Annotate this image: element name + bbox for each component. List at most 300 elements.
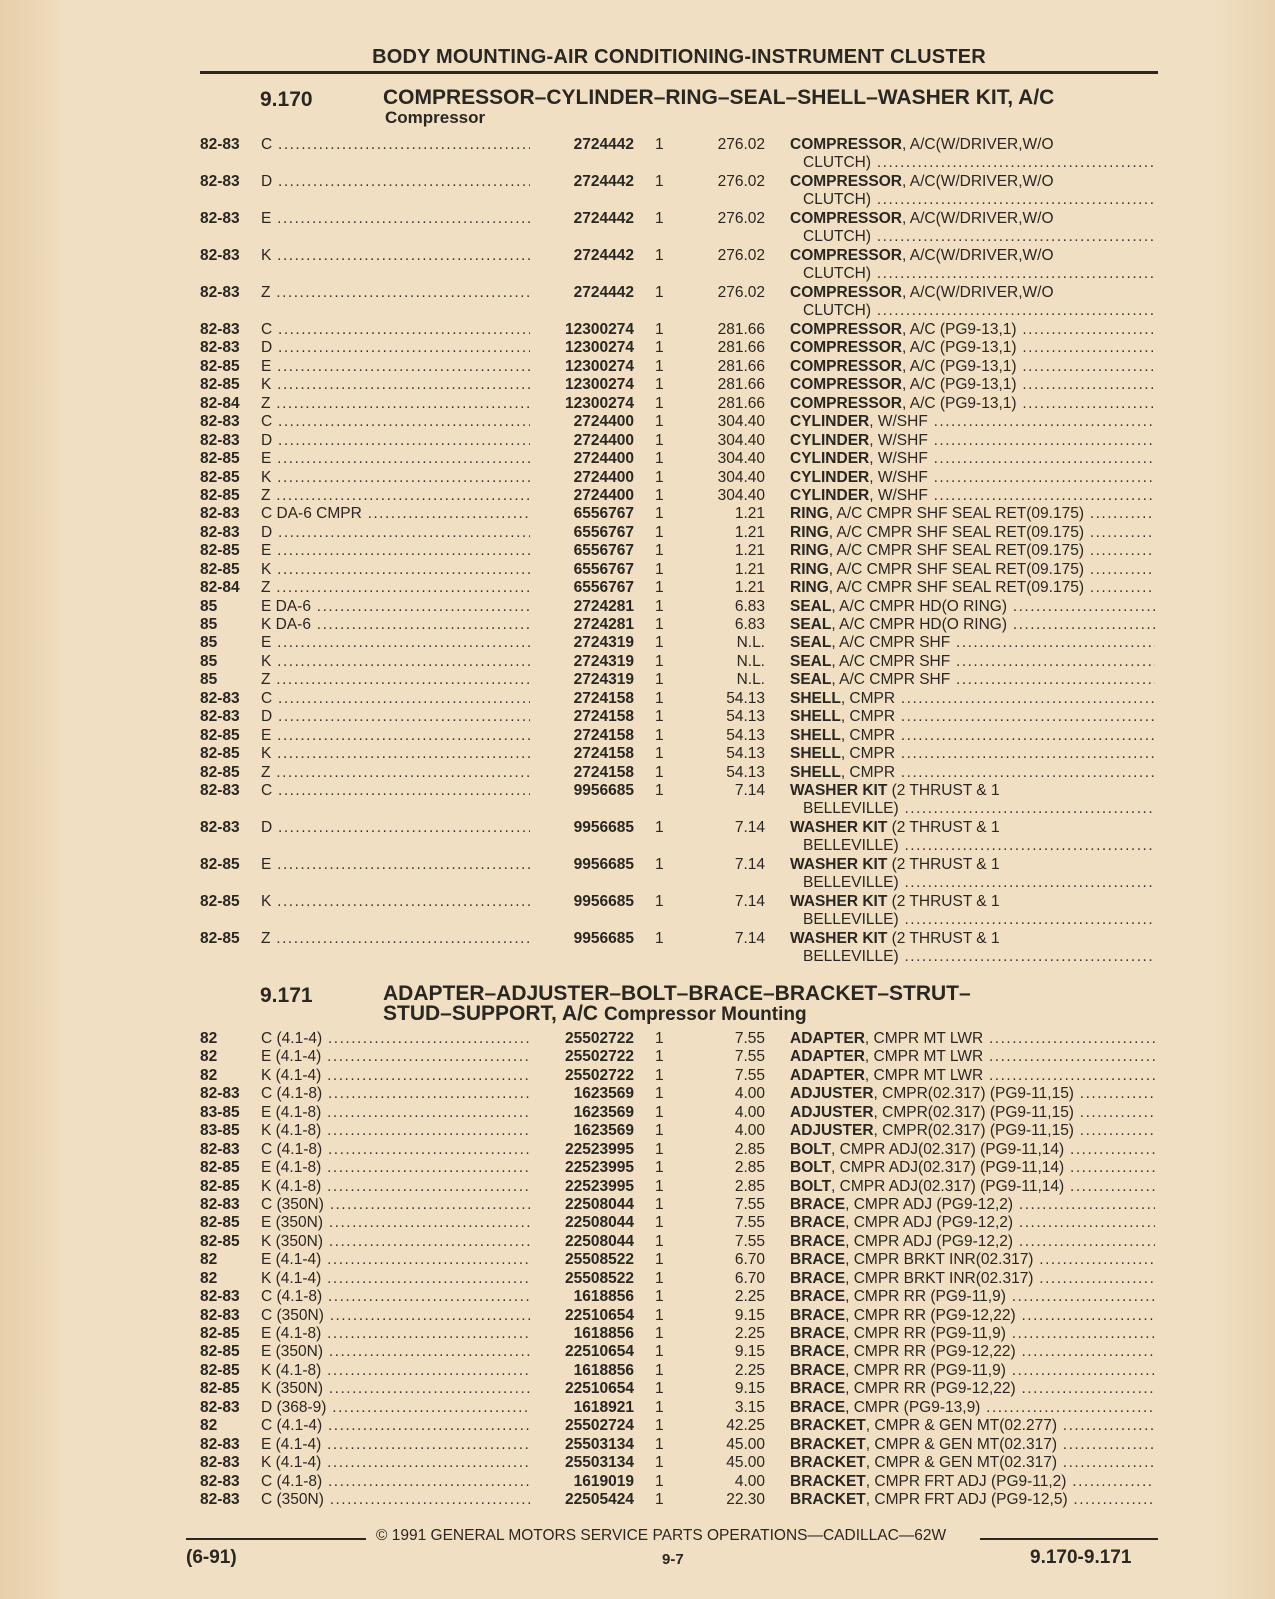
description-detail: , CMPR MT LWR [864, 1048, 984, 1066]
description-detail: , CMPR ADJ (PG9-12,2) [845, 1195, 1014, 1213]
section-title-line2: STUD–SUPPORT, A/C [383, 1002, 599, 1025]
quantity-cell: 1 [655, 1361, 664, 1379]
part-number-cell: 12300274 [530, 358, 634, 376]
engine-cell: E (4.1-4) ..... [261, 1251, 531, 1269]
description-continuation: CLUTCH) ..... [803, 191, 1155, 209]
quantity-cell: 1 [655, 579, 664, 597]
part-number-cell: 2724158 [530, 745, 634, 763]
description-detail: , CMPR RR (PG9-11,9) [845, 1361, 1006, 1379]
table-row [0, 1030, 1275, 1048]
description-cell [790, 1473, 1155, 1491]
part-number-cell: 2724158 [530, 727, 634, 745]
price-cell: 6.70 [734, 1251, 765, 1269]
description-cell [790, 395, 1155, 413]
engine-cell: C (350N) ..... [261, 1491, 531, 1509]
description-detail: , A/C CMPR SHF [831, 652, 951, 670]
year-cell: 82-83 [200, 210, 240, 227]
table-row [0, 413, 1275, 431]
quantity-cell: 1 [655, 247, 664, 264]
engine-cell: C ..... [261, 321, 531, 339]
year-cell: 82-83 [200, 1490, 240, 1508]
description-part-name: ADJUSTER [790, 1085, 874, 1103]
engine-cell: C ..... [261, 782, 531, 800]
description-cell [790, 893, 1155, 911]
quantity-cell: 1 [655, 468, 664, 486]
part-number-cell: 12300274 [530, 376, 634, 394]
description-detail: , CMPR(02.317) (PG9-11,15) [873, 1122, 1074, 1140]
description-detail: (2 THRUST & 1 [887, 855, 1000, 873]
table-row [0, 616, 1275, 634]
description-detail: , A/C(W/DRIVER,W/O [901, 173, 1054, 190]
price-cell: 4.00 [734, 1122, 765, 1140]
description-detail: , CMPR(02.317) (PG9-11,15) [873, 1085, 1074, 1103]
description-part-name: RING [790, 523, 829, 541]
price-cell: 9.15 [734, 1306, 765, 1324]
description-part-name: COMPRESSOR [790, 394, 902, 412]
engine-cell: K (350N) ..... [261, 1233, 531, 1251]
description-cell [790, 1067, 1155, 1085]
part-number-cell: 2724158 [530, 708, 634, 726]
year-cell: 82-83 [200, 781, 240, 799]
engine-cell: K ..... [261, 893, 531, 911]
quantity-cell: 1 [655, 376, 664, 394]
price-cell: 7.55 [734, 1195, 765, 1213]
quantity-cell: 1 [655, 1435, 664, 1453]
price-cell: 7.14 [734, 818, 765, 836]
engine-cell: C (350N) ..... [261, 1307, 531, 1325]
part-number-cell: 2724442 [530, 210, 634, 228]
price-cell: 2.25 [734, 1288, 765, 1306]
quantity-cell: 1 [655, 560, 664, 578]
description-detail: , A/C(W/DRIVER,W/O [901, 210, 1054, 227]
price-cell: 9.15 [734, 1380, 765, 1398]
part-number-cell: 2724400 [530, 413, 634, 431]
quantity-cell: 1 [655, 284, 664, 301]
description-detail: , CMPR [840, 708, 896, 726]
description-cell [790, 708, 1155, 726]
description-part-name: RING [790, 542, 829, 560]
description-part-name: COMPRESSOR [790, 284, 902, 301]
part-number-cell: 1623569 [530, 1085, 634, 1103]
year-cell: 82-85 [200, 1361, 240, 1379]
description-cell [790, 579, 1155, 597]
description-part-name: CYLINDER [790, 413, 870, 431]
year-cell: 82 [200, 1030, 218, 1047]
price-cell: 4.00 [734, 1103, 765, 1121]
engine-cell: C (4.1-8) ..... [261, 1473, 531, 1491]
description-detail: , CMPR FRT ADJ (PG9-11,2) [865, 1472, 1067, 1490]
description-detail: , A/C CMPR HD(O RING) [831, 616, 1008, 633]
part-number-cell: 6556767 [530, 579, 634, 597]
footer-section-range: 9.170-9.171 [1030, 1547, 1132, 1568]
quantity-cell: 1 [655, 726, 664, 744]
price-cell: 2.25 [734, 1361, 765, 1379]
description-part-name: SHELL [790, 708, 841, 726]
engine-cell: Z ..... [261, 764, 531, 782]
engine-cell: E ..... [261, 542, 531, 560]
price-cell: 4.00 [734, 1472, 765, 1490]
part-number-cell: 25503134 [530, 1454, 634, 1472]
part-number-cell: 22523995 [530, 1178, 634, 1196]
price-cell: 281.66 [717, 357, 765, 375]
engine-cell: C (4.1-4) ..... [261, 1417, 531, 1435]
description-part-name: COMPRESSOR [790, 173, 902, 190]
table-row [0, 1159, 1275, 1177]
part-number-cell: 2724281 [530, 616, 634, 634]
description-cell [790, 671, 1155, 689]
description-part-name: RING [790, 579, 829, 597]
quantity-cell: 1 [655, 1177, 664, 1195]
description-cell [790, 450, 1155, 468]
description-part-name: CYLINDER [790, 468, 870, 486]
engine-cell: E ..... [261, 856, 531, 874]
page-header: BODY MOUNTING-AIR CONDITIONING-INSTRUMENT CLUSTER [372, 46, 986, 68]
table-row [0, 1085, 1275, 1103]
year-cell: 82-83 [200, 1085, 240, 1103]
price-cell: 4.00 [734, 1085, 765, 1103]
description-detail: , A/C CMPR SHF SEAL RET(09.175) [828, 560, 1085, 578]
part-number-cell: 12300274 [530, 395, 634, 413]
year-cell: 82-83 [200, 339, 240, 357]
section-title: COMPRESSOR–CYLINDER–RING–SEAL–SHELL–WASHER KIT, A/C [383, 86, 1055, 109]
description-cell [790, 1343, 1155, 1361]
quantity-cell: 1 [655, 173, 664, 190]
quantity-cell: 1 [655, 1103, 664, 1121]
quantity-cell: 1 [655, 1122, 664, 1140]
price-cell: 7.55 [734, 1214, 765, 1232]
year-cell: 82 [200, 1048, 218, 1066]
description-cell [790, 1417, 1155, 1435]
part-number-cell: 1623569 [530, 1122, 634, 1140]
engine-cell: E (4.1-8) ..... [261, 1159, 531, 1177]
part-number-cell: 9956685 [530, 856, 634, 874]
description-detail: , CMPR & GEN MT(02.317) [865, 1435, 1057, 1453]
description-part-name: SEAL [790, 671, 832, 689]
table-row [0, 856, 1275, 893]
engine-cell: E (350N) ..... [261, 1214, 531, 1232]
description-part-name: CYLINDER [790, 450, 870, 468]
table-row [0, 505, 1275, 523]
description-detail: , CMPR(02.317) (PG9-11,15) [873, 1103, 1074, 1121]
parts-list-9-170 [0, 136, 1275, 967]
description-cell [790, 376, 1155, 394]
price-cell: N.L. [736, 634, 765, 652]
description-cell [790, 136, 1155, 154]
part-number-cell: 9956685 [530, 782, 634, 800]
description-part-name: WASHER KIT [790, 781, 888, 799]
description-cell [790, 598, 1155, 616]
engine-cell: E ..... [261, 634, 531, 652]
year-cell: 82-85 [200, 1159, 240, 1177]
price-cell: 2.85 [734, 1177, 765, 1195]
quantity-cell: 1 [655, 616, 664, 633]
engine-cell: K (4.1-8) ..... [261, 1362, 531, 1380]
quantity-cell: 1 [655, 708, 664, 726]
table-row [0, 542, 1275, 560]
description-cell [790, 339, 1155, 357]
price-cell: 54.13 [726, 689, 765, 707]
description-detail: , CMPR RR (PG9-11,9) [845, 1288, 1006, 1306]
description-detail: , CMPR [840, 745, 896, 763]
price-cell: 304.40 [717, 413, 765, 431]
year-cell: 85 [200, 597, 218, 615]
engine-cell: E (350N) ..... [261, 1343, 531, 1361]
description-detail: , CMPR BRKT INR(02.317) [845, 1269, 1034, 1287]
description-cell [790, 1251, 1155, 1269]
price-cell: 1.21 [734, 579, 765, 597]
engine-cell: D ..... [261, 524, 531, 542]
year-cell: 82-85 [200, 486, 240, 504]
description-cell [790, 653, 1155, 671]
price-cell: 281.66 [717, 394, 765, 412]
part-number-cell: 12300274 [530, 339, 634, 357]
price-cell: 6.83 [734, 597, 765, 615]
part-number-cell: 2724442 [530, 247, 634, 265]
part-number-cell: 1618856 [530, 1288, 634, 1306]
table-row [0, 690, 1275, 708]
section-number: 9.171 [260, 984, 313, 1007]
table-row [0, 376, 1275, 394]
price-cell: 54.13 [726, 708, 765, 726]
engine-cell: K ..... [261, 745, 531, 763]
description-part-name: ADJUSTER [790, 1122, 874, 1140]
description-part-name: SHELL [790, 763, 841, 781]
description-detail: , W/SHF [869, 486, 928, 504]
price-cell: 281.66 [717, 376, 765, 394]
table-row [0, 524, 1275, 542]
table-row [0, 339, 1275, 357]
engine-cell: E (4.1-8) ..... [261, 1104, 531, 1122]
year-cell: 82-85 [200, 468, 240, 486]
quantity-cell: 1 [655, 1251, 664, 1269]
table-row [0, 358, 1275, 376]
year-cell: 82-83 [200, 1435, 240, 1453]
year-cell: 82-85 [200, 376, 240, 394]
description-detail: , A/C(W/DRIVER,W/O [901, 284, 1054, 301]
table-row [0, 1491, 1275, 1509]
year-cell: 82-83 [200, 413, 240, 431]
year-cell: 82-85 [200, 892, 240, 910]
description-detail: , CMPR [840, 689, 896, 707]
price-cell: 304.40 [717, 486, 765, 504]
part-number-cell: 9956685 [530, 819, 634, 837]
table-row [0, 1307, 1275, 1325]
table-row [0, 1196, 1275, 1214]
description-detail: (2 THRUST & 1 [887, 929, 1000, 947]
description-cell [790, 1085, 1155, 1103]
quantity-cell: 1 [655, 818, 664, 836]
year-cell: 82-85 [200, 1232, 240, 1250]
year-cell: 82-83 [200, 818, 240, 836]
quantity-cell: 1 [655, 505, 664, 523]
table-row [0, 1104, 1275, 1122]
footer-copyright: © 1991 GENERAL MOTORS SERVICE PARTS OPERATIONS—CADILLAC—62W [376, 1527, 947, 1544]
part-number-cell: 25503134 [530, 1436, 634, 1454]
quantity-cell: 1 [655, 523, 664, 541]
year-cell: 82-85 [200, 1325, 240, 1342]
table-row [0, 1380, 1275, 1398]
engine-cell: K (4.1-4) ..... [261, 1067, 531, 1085]
year-cell: 82-83 [200, 284, 240, 301]
quantity-cell: 1 [655, 1214, 664, 1232]
engine-cell: K DA-6 ..... [261, 616, 531, 634]
quantity-cell: 1 [655, 450, 664, 468]
description-cell [790, 247, 1155, 265]
description-cell [790, 542, 1155, 560]
description-cell [790, 690, 1155, 708]
quantity-cell: 1 [655, 1472, 664, 1490]
description-part-name: COMPRESSOR [790, 376, 902, 394]
table-row [0, 634, 1275, 652]
quantity-cell: 1 [655, 689, 664, 707]
table-row [0, 284, 1275, 321]
price-cell: 276.02 [717, 136, 765, 153]
engine-cell: C (4.1-4) ..... [261, 1030, 531, 1048]
part-number-cell: 22510654 [530, 1343, 634, 1361]
table-row [0, 1343, 1275, 1361]
quantity-cell: 1 [655, 1195, 664, 1213]
section-title-line1: ADAPTER–ADJUSTER–BOLT–BRACE–BRACKET–STRUT– [383, 982, 971, 1005]
table-row [0, 1325, 1275, 1343]
table-row [0, 782, 1275, 819]
part-number-cell: 6556767 [530, 524, 634, 542]
description-continuation: CLUTCH) ..... [803, 228, 1155, 246]
table-row [0, 1214, 1275, 1232]
table-row [0, 173, 1275, 210]
table-row [0, 1141, 1275, 1159]
description-cell [790, 1141, 1155, 1159]
part-number-cell: 22523995 [530, 1141, 634, 1159]
engine-cell: K (350N) ..... [261, 1380, 531, 1398]
description-detail: , CMPR [840, 763, 896, 781]
year-cell: 85 [200, 671, 218, 689]
engine-cell: D ..... [261, 432, 531, 450]
year-cell: 82-83 [200, 1472, 240, 1490]
price-cell: 22.30 [726, 1490, 765, 1508]
table-row [0, 1067, 1275, 1085]
description-part-name: SEAL [790, 634, 832, 652]
part-number-cell: 25502724 [530, 1417, 634, 1435]
quantity-cell: 1 [655, 634, 664, 652]
description-part-name: COMPRESSOR [790, 247, 902, 264]
description-part-name: COMPRESSOR [790, 210, 902, 227]
year-cell: 82-83 [200, 523, 240, 541]
table-row [0, 1251, 1275, 1269]
engine-cell: E ..... [261, 450, 531, 468]
quantity-cell: 1 [655, 210, 664, 227]
price-cell: 276.02 [717, 210, 765, 227]
table-row [0, 1473, 1275, 1491]
description-detail: , CMPR & GEN MT(02.317) [865, 1454, 1057, 1472]
description-part-name: WASHER KIT [790, 818, 888, 836]
table-row [0, 1048, 1275, 1066]
description-part-name: BRACE [790, 1195, 846, 1213]
price-cell: 1.21 [734, 542, 765, 560]
description-detail: , CMPR ADJ (PG9-12,2) [845, 1232, 1014, 1250]
description-cell [790, 745, 1155, 763]
description-part-name: BOLT [790, 1159, 832, 1177]
table-row [0, 930, 1275, 967]
year-cell: 82-83 [200, 689, 240, 707]
description-cell [790, 432, 1155, 450]
description-part-name: BOLT [790, 1177, 832, 1195]
price-cell: 7.14 [734, 892, 765, 910]
description-cell [790, 1270, 1155, 1288]
part-number-cell: 22510654 [530, 1307, 634, 1325]
part-number-cell: 22505424 [530, 1491, 634, 1509]
table-row [0, 432, 1275, 450]
engine-cell: K (4.1-4) ..... [261, 1454, 531, 1472]
year-cell: 83-85 [200, 1103, 240, 1121]
year-cell: 82-85 [200, 1214, 240, 1232]
description-cell [790, 561, 1155, 579]
part-number-cell: 1618856 [530, 1325, 634, 1343]
price-cell: 6.83 [734, 616, 765, 633]
engine-cell: E (4.1-8) ..... [261, 1325, 531, 1343]
description-detail: , A/C (PG9-13,1) [901, 376, 1017, 394]
description-part-name: SEAL [790, 597, 832, 615]
description-continuation: CLUTCH) ..... [803, 154, 1155, 172]
engine-cell: K (4.1-8) ..... [261, 1122, 531, 1140]
description-part-name: BRACE [790, 1251, 846, 1269]
quantity-cell: 1 [655, 1066, 664, 1084]
year-cell: 82-84 [200, 579, 240, 597]
year-cell: 82-83 [200, 505, 240, 523]
description-detail: , A/C CMPR SHF [831, 634, 951, 652]
description-cell [790, 1436, 1155, 1454]
quantity-cell: 1 [655, 745, 664, 763]
price-cell: N.L. [736, 652, 765, 670]
description-continuation: BELLEVILLE) ..... [803, 948, 1155, 966]
description-cell [790, 1048, 1155, 1066]
year-cell: 82-83 [200, 247, 240, 264]
part-number-cell: 25502722 [530, 1030, 634, 1048]
engine-cell: Z ..... [261, 930, 531, 948]
year-cell: 82 [200, 1251, 218, 1269]
description-cell [790, 856, 1155, 874]
price-cell: 304.40 [717, 431, 765, 449]
description-part-name: SHELL [790, 726, 841, 744]
description-part-name: COMPRESSOR [790, 339, 902, 357]
year-cell: 85 [200, 616, 218, 633]
description-cell [790, 1380, 1155, 1398]
engine-cell: K ..... [261, 247, 531, 265]
engine-cell: E (4.1-4) ..... [261, 1436, 531, 1454]
description-detail: , A/C(W/DRIVER,W/O [901, 247, 1054, 264]
description-cell [790, 634, 1155, 652]
description-part-name: BOLT [790, 1140, 832, 1158]
quantity-cell: 1 [655, 1232, 664, 1250]
engine-cell: C ..... [261, 136, 531, 154]
description-part-name: SHELL [790, 745, 841, 763]
engine-cell: C DA-6 CMPR ..... [261, 505, 531, 523]
description-cell [790, 616, 1155, 634]
footer-revision-date: (6-91) [186, 1547, 237, 1568]
quantity-cell: 1 [655, 1325, 664, 1342]
price-cell: N.L. [736, 671, 765, 689]
price-cell: 45.00 [726, 1435, 765, 1453]
part-number-cell: 2724442 [530, 284, 634, 302]
year-cell: 82-83 [200, 1140, 240, 1158]
description-part-name: BRACE [790, 1325, 846, 1342]
description-cell [790, 1030, 1155, 1048]
quantity-cell: 1 [655, 431, 664, 449]
part-number-cell: 2724442 [530, 136, 634, 154]
quantity-cell: 1 [655, 1306, 664, 1324]
description-part-name: RING [790, 560, 829, 578]
price-cell: 45.00 [726, 1454, 765, 1472]
description-part-name: BRACE [790, 1288, 846, 1306]
